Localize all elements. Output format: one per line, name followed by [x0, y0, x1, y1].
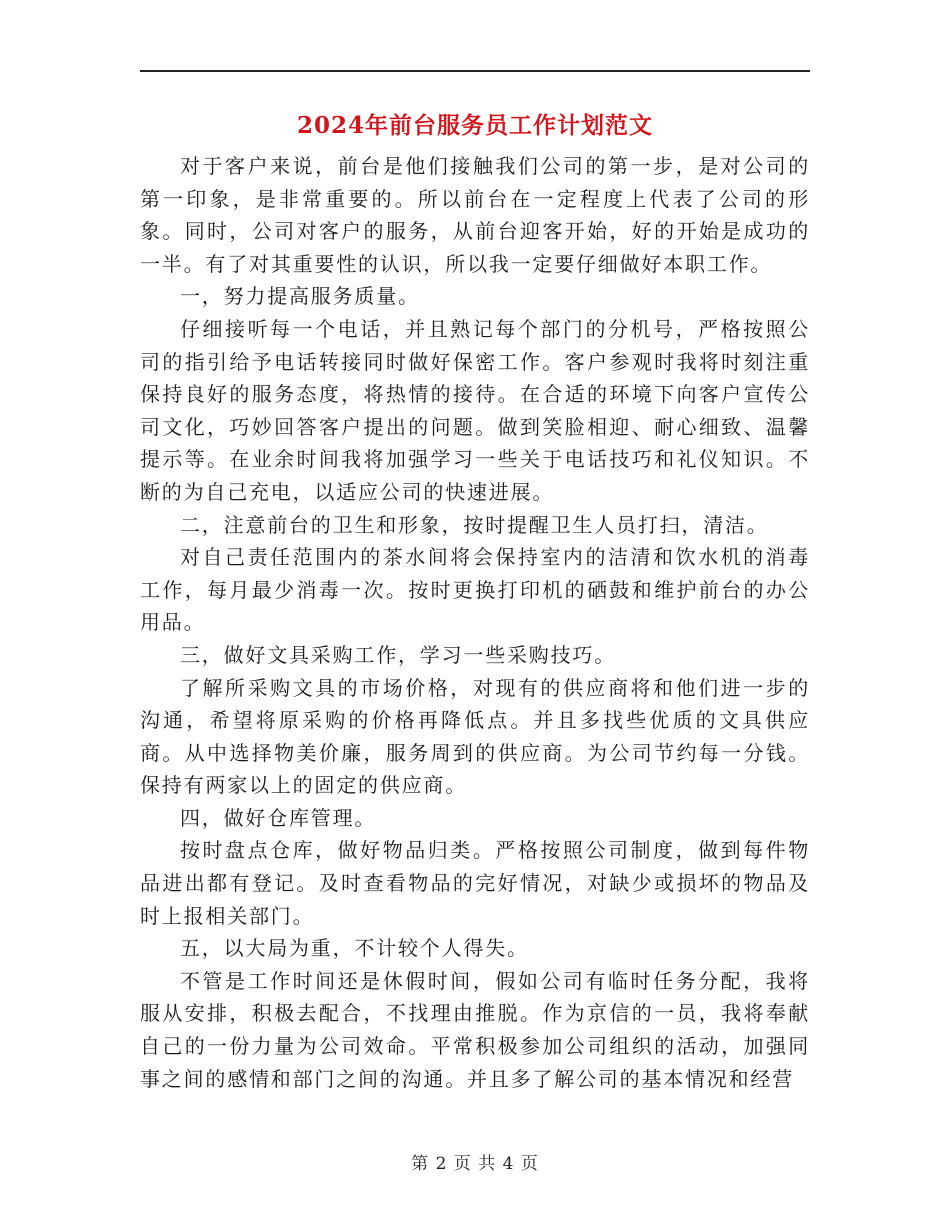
paragraph-item-1: 仔细接听每一个电话，并且熟记每个部门的分机号，严格按照公司的指引给予电话转接同时做好保密工作。客户参观时我将时刻注重保持良好的服务态度，将热情的接待。在合适的环境下向客户宣传公司文化，巧妙回答客户提出的问题。做到笑脸相迎、耐心细致、温馨提示等。在业余时间我将加强学习一些关于电话技巧和礼仪知识。不断的为自己充电，以适应公司的快速进展。: [140, 316, 810, 504]
paragraph-item-5: 不管是工作时间还是休假时间，假如公司有临时任务分配，我将服从安排，积极去配合，不找理由推脱。作为京信的一员，我将奉献自己的一份力量为公司效命。平常积极参加公司组织的活动，加强同事之间的感情和部门之间的沟通。并且多了解公司的基本情况和经营: [140, 968, 810, 1091]
page-number-footer: 第 2 页 共 4 页: [411, 1154, 539, 1174]
paragraph-item-4: 按时盘点仓库，做好物品归类。严格按照公司制度，做到每件物品进出都有登记。及时查看物品的完好情况，对缺少或损坏的物品及时上报相关部门。: [140, 838, 810, 928]
document-body: [140, 150, 810, 1095]
paragraph-intro: 对于客户来说，前台是他们接触我们公司的第一步，是对公司的第一印象，是非常重要的。所以前台在一定程度上代表了公司的形象。同时，公司对客户的服务，从前台迎客开始，好的开始是成功的一半。有了对其重要性的认识，所以我一定要仔细做好本职工作。: [140, 154, 810, 276]
heading-item-3: 三，做好文具采购工作，学习一些采购技巧。: [180, 642, 616, 667]
paragraph-item-2: 对自己责任范围内的茶水间将会保持室内的洁清和饮水机的消毒工作，每月最少消毒一次。按时更换打印机的硒鼓和维护前台的办公用品。: [140, 545, 810, 635]
heading-item-1: 一，努力提高服务质量。: [180, 284, 420, 309]
paragraph-item-3: 了解所采购文具的市场价格，对现有的供应商将和他们进一步的沟通，希望将原采购的价格再降低点。并且多找些优质的文具供应商。从中选择物美价廉，服务周到的供应商。为公司节约每一分钱。保持有两家以上的固定的供应商。: [140, 675, 810, 798]
document-title: 2024年前台服务员工作计划范文: [296, 112, 653, 139]
heading-item-2: 二，注意前台的卫生和形象，按时提醒卫生人员打扫，清洁。: [180, 512, 769, 537]
heading-item-5: 五，以大局为重，不计较个人得失。: [180, 936, 529, 961]
header-rule: [140, 70, 810, 72]
heading-item-4: 四，做好仓库管理。: [180, 805, 377, 830]
